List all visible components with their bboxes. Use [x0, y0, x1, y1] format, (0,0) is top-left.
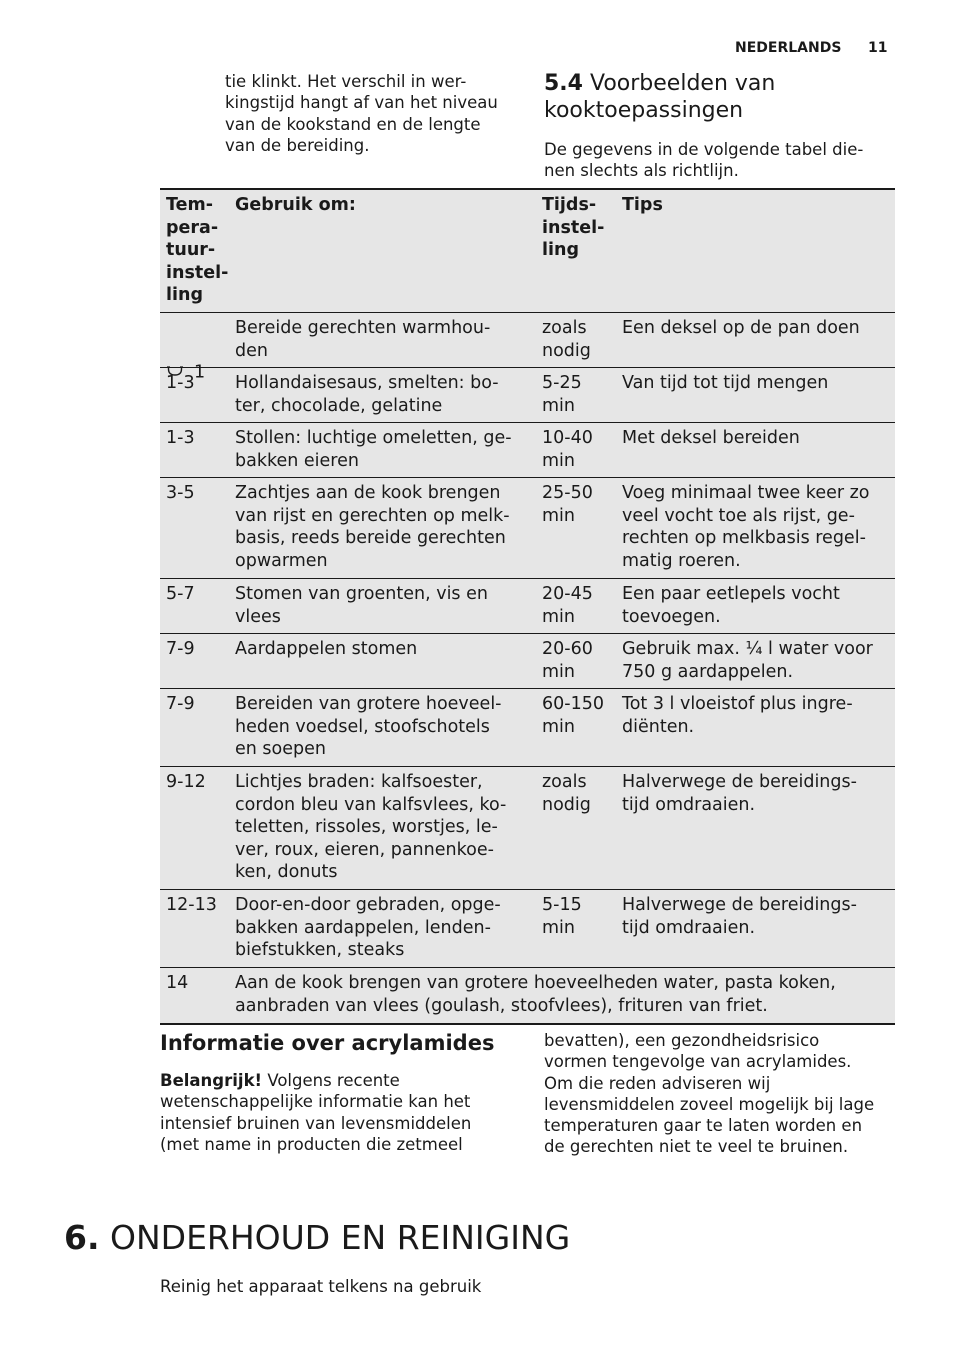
table-row	[160, 634, 895, 689]
temperature-value: 1	[194, 362, 206, 383]
time-cell: zoals nodig	[542, 318, 591, 361]
tips-cell: Een deksel op de pan doen	[622, 318, 860, 338]
chapter-heading	[64, 1218, 570, 1258]
header-tips: Tips	[622, 195, 663, 215]
time-cell: 20-60 min	[542, 639, 593, 682]
tips-cell: Voeg minimaal twee keer zo veel vocht toe als rijst, ge- rechten op melkbasis regel- matig roeren.	[622, 483, 870, 571]
time-cell: 5-25 min	[542, 373, 582, 416]
temperature-cell: 5-7	[166, 584, 195, 604]
keep-warm-icon	[166, 340, 184, 354]
acrylamides-text-right: bevatten), een gezondheidsrisico vormen tengevolge van acrylamides. Om die reden adviseren wij levensmiddelen zoveel mogelijk bij lage temperaturen gaar te laten worden en de gerechten niet te veel te bruinen.	[544, 1031, 875, 1157]
chapter-title: ONDERHOUD EN REINIGING	[110, 1218, 571, 1257]
table-row	[160, 423, 895, 478]
table-row	[160, 368, 895, 423]
table-header-row	[160, 190, 895, 313]
section-intro: De gegevens in de volgende tabel die- nen slechts als richtlijn.	[544, 140, 864, 181]
section-title: Voorbeelden van kooktoepassingen	[544, 71, 776, 123]
tips-cell: Met deksel bereiden	[622, 428, 800, 448]
chapter-number: 6.	[64, 1218, 100, 1257]
header-temperature: Tem- pera- tuur- instel- ling	[166, 195, 229, 306]
header-time: Tijds- instel- ling	[542, 195, 605, 261]
table-row	[160, 767, 895, 890]
table-row	[160, 478, 895, 579]
use-cell: Hollandaisesaus, smelten: bo- ter, chocolade, gelatine	[235, 373, 499, 416]
time-cell: 20-45 min	[542, 584, 593, 627]
header-use: Gebruik om:	[235, 195, 356, 215]
acrylamides-heading: Informatie over acrylamides	[160, 1031, 495, 1055]
time-cell: 10-40 min	[542, 428, 593, 471]
header-language: NEDERLANDS	[735, 40, 842, 56]
tips-cell: Halverwege de bereidings- tijd omdraaien.	[622, 772, 857, 815]
chapter-intro: Reinig het apparaat telkens na gebruik	[160, 1277, 482, 1296]
temperature-cell: 7-9	[166, 639, 195, 659]
time-cell: 5-15 min	[542, 895, 582, 938]
temperature-cell: 1-3	[166, 373, 195, 393]
use-cell: Aan de kook brengen van grotere hoeveelheden water, pasta koken, aanbraden van vlees (goulash, stoofvlees), frituren van friet.	[235, 973, 836, 1016]
use-cell: Zachtjes aan de kook brengen van rijst en gerechten op melk- basis, reeds bereide gerechten opwarmen	[235, 483, 510, 571]
tips-cell: Tot 3 l vloeistof plus ingre- diënten.	[622, 694, 853, 737]
temperature-cell: 14	[166, 973, 189, 993]
section-heading	[544, 70, 775, 124]
use-cell: Bereiden van grotere hoeveel- heden voedsel, stoofschotels en soepen	[235, 694, 502, 760]
use-cell: Door-en-door gebraden, opge- bakken aardappelen, lenden- biefstukken, steaks	[235, 895, 501, 961]
temperature-cell: 9-12	[166, 772, 206, 792]
cooking-table	[160, 188, 895, 1025]
time-cell: zoals nodig	[542, 772, 591, 815]
time-cell: 60-150 min	[542, 694, 604, 737]
table-row	[160, 689, 895, 767]
tips-cell: Halverwege de bereidings- tijd omdraaien.	[622, 895, 857, 938]
important-label: Belangrijk!	[160, 1071, 263, 1090]
section-number: 5.4	[544, 71, 583, 96]
use-cell: Stollen: luchtige omeletten, ge- bakken eieren	[235, 428, 512, 471]
use-cell: Stomen van groenten, vis en vlees	[235, 584, 488, 627]
tips-cell: Een paar eetlepels vocht toevoegen.	[622, 584, 840, 627]
table-row	[160, 890, 895, 968]
continuation-text: tie klinkt. Het verschil in wer- kingstijd hangt af van het niveau van de kookstand en de lengte van de bereiding.	[225, 72, 498, 155]
use-cell: Bereide gerechten warmhou- den	[235, 318, 491, 361]
temperature-cell: 7-9	[166, 694, 195, 714]
tips-cell: Gebruik max. ¼ l water voor 750 g aardappelen.	[622, 639, 873, 682]
temperature-cell: 1-3	[166, 428, 195, 448]
time-cell: 25-50 min	[542, 483, 593, 526]
use-cell: Lichtjes braden: kalfsoester, cordon bleu van kalfsvlees, ko- teletten, rissoles, worstjes, le- ver, roux, eieren, pannenkoe- ken, donuts	[235, 772, 507, 883]
table-row	[160, 579, 895, 634]
use-cell: Aardappelen stomen	[235, 639, 418, 659]
temperature-cell: 12-13	[166, 895, 217, 915]
temperature-cell: 3-5	[166, 483, 195, 503]
page-number: 11	[868, 40, 888, 56]
acrylamides-text-left	[160, 1070, 471, 1155]
tips-cell: Van tijd tot tijd mengen	[622, 373, 829, 393]
table-row	[160, 968, 895, 1025]
acrylamides-body-left: Volgens recente wetenschappelijke informatie kan het intensief bruinen van levensmiddelen (met name in producten die zetmeel	[160, 1071, 472, 1154]
